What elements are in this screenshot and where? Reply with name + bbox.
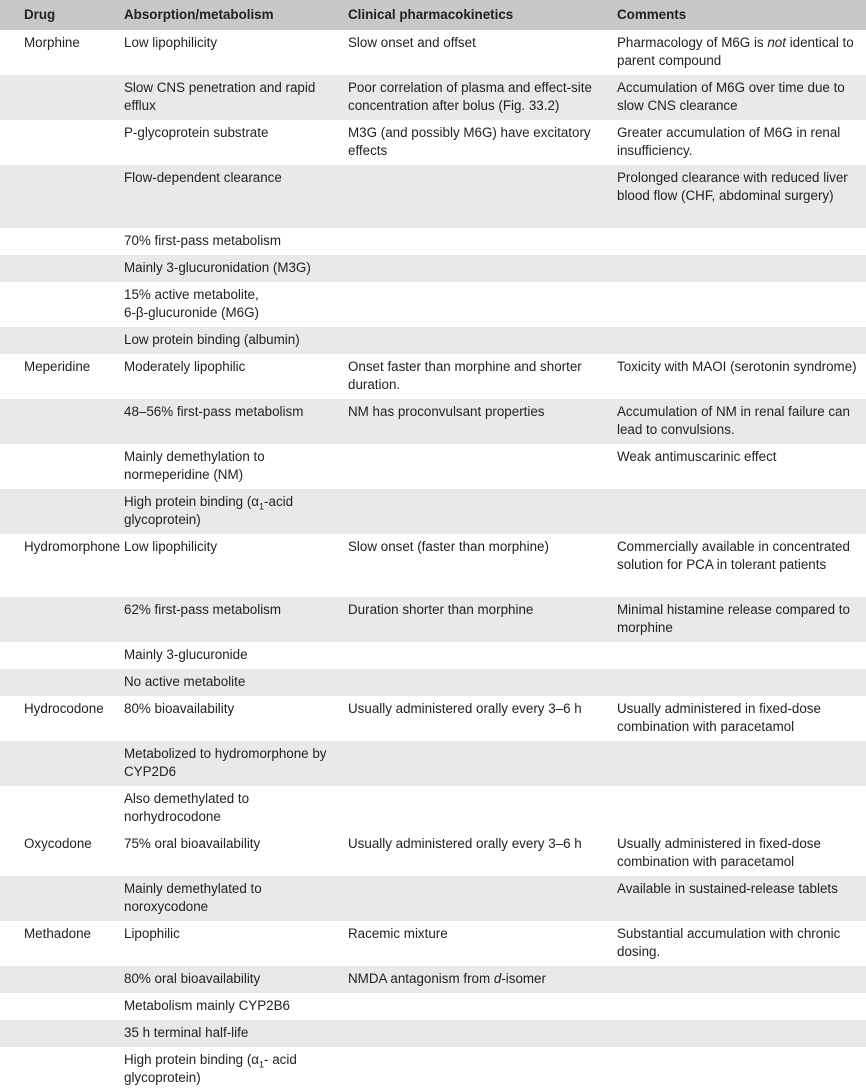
absorption-cell: Metabolism mainly CYP2B6	[124, 998, 290, 1013]
comments-cell: Accumulation of NM in renal failure can lead to convulsions.	[617, 404, 850, 437]
comments-cell: Substantial accumulation with chronic dosing.	[617, 926, 841, 959]
header-drug: Drug	[0, 0, 120, 30]
drug-cell	[0, 165, 120, 228]
drug-cell	[0, 642, 120, 669]
comments-cell	[613, 966, 866, 993]
absorption-cell: Slow CNS penetration and rapid efflux	[124, 80, 316, 113]
table-row	[0, 1047, 866, 1092]
absorption-cell: Low lipophilicity	[124, 539, 218, 554]
absorption-cell: Mainly demethylated to noroxycodone	[124, 881, 262, 914]
clinical-cell: Slow onset (faster than morphine)	[348, 539, 549, 554]
absorption-cell: P-glycoprotein substrate	[124, 125, 269, 140]
clinical-cell	[344, 489, 613, 534]
table-row	[0, 282, 866, 327]
drug-cell	[0, 327, 120, 354]
table-row	[0, 696, 866, 741]
absorption-cell: High protein binding ($\alpha_1$-acid glycoprotein)	[124, 494, 294, 527]
clinical-cell	[344, 1047, 613, 1092]
table-row	[0, 966, 866, 993]
comments-cell: Weak antimuscarinic effect	[617, 449, 777, 464]
comments-cell	[613, 255, 866, 282]
drug-cell	[0, 399, 120, 444]
absorption-cell: Low protein binding (albumin)	[124, 332, 300, 347]
table-row	[0, 786, 866, 831]
absorption-cell: High protein binding ($\alpha_1-$ acid glycoprotein)	[124, 1052, 297, 1085]
absorption-cell: 48–56% first-pass metabolism	[124, 404, 304, 419]
comments-cell	[613, 1020, 866, 1047]
table-row	[0, 327, 866, 354]
comments-cell	[613, 327, 866, 354]
comments-cell: Prolonged clearance with reduced liver blood flow (CHF, abdominal surgery)	[617, 170, 848, 203]
clinical-cell	[344, 741, 613, 786]
absorption-cell: 80% bioavailability	[124, 701, 235, 716]
table-row	[0, 642, 866, 669]
clinical-cell	[344, 282, 613, 327]
table-row	[0, 120, 866, 165]
absorption-cell: Also demethylated to norhydrocodone	[124, 791, 250, 824]
drug-cell	[0, 282, 120, 327]
comments-cell	[613, 741, 866, 786]
clinical-cell	[344, 993, 613, 1020]
drug-cell	[0, 669, 120, 696]
drug-cell: Morphine	[24, 35, 80, 50]
absorption-cell: 80% oral bioavailability	[124, 971, 261, 986]
table-row	[0, 876, 866, 921]
absorption-cell: Low lipophilicity	[124, 35, 218, 50]
clinical-cell	[344, 642, 613, 669]
absorption-cell: Mainly 3-glucuronide	[124, 647, 248, 662]
drug-cell: Hydrocodone	[24, 701, 104, 716]
clinical-cell	[344, 228, 613, 255]
table-row	[0, 597, 866, 642]
clinical-cell: Racemic mixture	[348, 926, 448, 941]
comments-cell	[613, 489, 866, 534]
comments-cell	[613, 1047, 866, 1092]
absorption-cell: 70% first-pass metabolism	[124, 233, 282, 248]
drug-cell: Hydromorphone	[24, 539, 121, 554]
clinical-cell: Duration shorter than morphine	[348, 602, 534, 617]
comments-cell	[613, 786, 866, 831]
absorption-cell: No active metabolite	[124, 674, 246, 689]
table-row	[0, 669, 866, 696]
drug-cell	[0, 120, 120, 165]
clinical-cell	[344, 786, 613, 831]
clinical-cell: NMDA antagonism from d-isomer	[348, 971, 546, 986]
comments-cell: Minimal histamine release compared to morphine	[617, 602, 850, 635]
drug-cell	[0, 255, 120, 282]
comments-cell	[613, 282, 866, 327]
drug-cell	[0, 966, 120, 993]
clinical-cell	[344, 669, 613, 696]
clinical-cell	[344, 1020, 613, 1047]
clinical-cell	[344, 444, 613, 489]
absorption-cell: Moderately lipophilic	[124, 359, 246, 374]
comments-cell	[613, 669, 866, 696]
table-row	[0, 354, 866, 399]
comments-cell: Greater accumulation of M6G in renal insufficiency.	[617, 125, 841, 158]
clinical-cell	[344, 255, 613, 282]
header-absorption: Absorption/metabolism	[120, 0, 344, 30]
comments-cell: Toxicity with MAOI (serotonin syndrome)	[617, 359, 857, 374]
drug-cell	[0, 876, 120, 921]
drug-cell	[0, 1047, 120, 1092]
table-row	[0, 993, 866, 1020]
table-row	[0, 831, 866, 876]
drug-cell: Oxycodone	[24, 836, 92, 851]
comments-cell: Usually administered in fixed-dose combination with paracetamol	[617, 701, 821, 734]
table-row	[0, 741, 866, 786]
drug-cell	[0, 741, 120, 786]
drug-cell	[0, 786, 120, 831]
absorption-cell: Lipophilic	[124, 926, 180, 941]
comments-cell: Commercially available in concentrated solution for PCA in tolerant patients	[617, 539, 850, 572]
table-row	[0, 534, 866, 597]
absorption-cell: Mainly demethylation to normeperidine (NM)	[124, 449, 265, 482]
table-row	[0, 75, 866, 120]
clinical-cell: Slow onset and offset	[348, 35, 476, 50]
absorption-cell: 62% first-pass metabolism	[124, 602, 282, 617]
comments-cell	[613, 993, 866, 1020]
comments-cell: Accumulation of M6G over time due to slow CNS clearance	[617, 80, 845, 113]
header-comments: Comments	[613, 0, 866, 30]
drug-cell	[0, 993, 120, 1020]
clinical-cell: Onset faster than morphine and shorter duration.	[348, 359, 582, 392]
absorption-cell: Mainly 3-glucuronidation (M3G)	[124, 260, 311, 275]
drug-cell: Meperidine	[24, 359, 91, 374]
drug-cell	[0, 75, 120, 120]
table-row	[0, 1020, 866, 1047]
absorption-cell: 75% oral bioavailability	[124, 836, 261, 851]
comments-cell: Available in sustained-release tablets	[617, 881, 838, 896]
drug-cell	[0, 444, 120, 489]
table-row	[0, 30, 866, 75]
clinical-cell	[344, 876, 613, 921]
drug-cell	[0, 1020, 120, 1047]
clinical-cell: Usually administered orally every 3–6 h	[348, 701, 582, 716]
clinical-cell	[344, 327, 613, 354]
table-row	[0, 489, 866, 534]
absorption-cell: 15% active metabolite, 6-β-glucuronide (M6G)	[124, 287, 259, 320]
clinical-cell: NM has proconvulsant properties	[348, 404, 545, 419]
absorption-cell: 35 h terminal half-life	[124, 1025, 249, 1040]
comments-cell	[613, 228, 866, 255]
header-clinical: Clinical pharmacokinetics	[344, 0, 613, 30]
table-row	[0, 255, 866, 282]
absorption-cell: Metabolized to hydromorphone by CYP2D6	[124, 746, 327, 779]
absorption-cell: Flow-dependent clearance	[124, 170, 282, 185]
clinical-cell: M3G (and possibly M6G) have excitatory effects	[348, 125, 591, 158]
drug-cell	[0, 228, 120, 255]
table-row	[0, 921, 866, 966]
drug-cell: Methadone	[24, 926, 92, 941]
table-row	[0, 399, 866, 444]
table-row	[0, 444, 866, 489]
comments-cell: Pharmacology of M6G is not identical to parent compound	[617, 35, 854, 68]
clinical-cell: Poor correlation of plasma and effect-site concentration after bolus (Fig. 33.2)	[348, 80, 592, 113]
table-header-row	[0, 0, 866, 30]
drug-cell	[0, 597, 120, 642]
comments-cell	[613, 642, 866, 669]
table-row	[0, 228, 866, 255]
drug-cell	[0, 489, 120, 534]
comments-cell: Usually administered in fixed-dose combination with paracetamol	[617, 836, 821, 869]
clinical-cell: Usually administered orally every 3–6 h	[348, 836, 582, 851]
table-row	[0, 165, 866, 228]
clinical-cell	[344, 165, 613, 228]
